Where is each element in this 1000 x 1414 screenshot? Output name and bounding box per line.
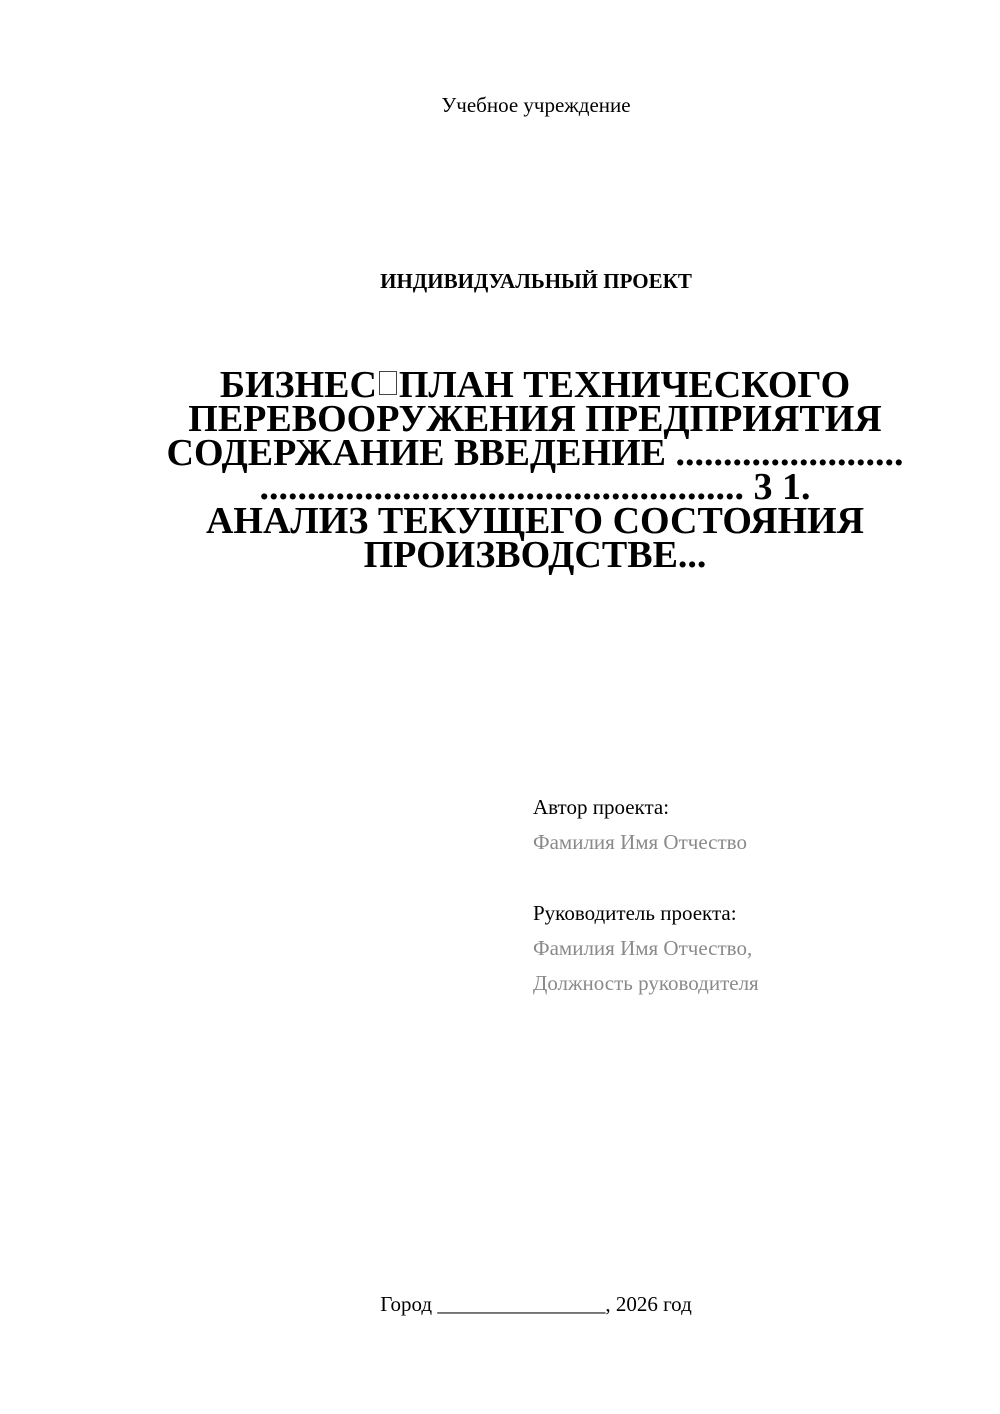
title-line-3: СОДЕРЖАНИЕ ВВЕДЕНИЕ ........................	[166, 432, 904, 474]
footer-city-year	[0, 1291, 1000, 1317]
title-line-1	[150, 364, 920, 406]
title-line-1-part-1: БИЗНЕС	[219, 364, 377, 406]
supervisor-name: Фамилия Имя Отчество,	[533, 936, 753, 960]
title-line-2: ПЕРЕВООРУЖЕНИЯ ПРЕДПРИЯТИЯ	[188, 398, 882, 440]
city-label: Город	[380, 1292, 433, 1316]
title-line-4: ................................................... 3 1.	[259, 466, 811, 508]
year-text: , 2026 год	[605, 1292, 692, 1316]
title-line-6: ПРОИЗВОДСТВЕ...	[363, 534, 707, 576]
institution-name: Учебное учреждение	[441, 93, 631, 117]
supervisor-position: Должность руководителя	[533, 971, 759, 995]
missing-glyph-icon	[379, 371, 397, 395]
project-type: ИНДИВИДУАЛЬНЫЙ ПРОЕКТ	[380, 269, 692, 293]
supervisor-label: Руководитель проекта:	[533, 901, 737, 925]
author-name: Фамилия Имя Отчество	[533, 830, 747, 854]
document-title	[150, 364, 920, 576]
authors-block	[533, 790, 973, 1001]
spacer	[533, 860, 973, 896]
city-blank: ________________	[437, 1292, 606, 1316]
author-label: Автор проекта:	[533, 795, 670, 819]
title-line-5: АНАЛИЗ ТЕКУЩЕГО СОСТОЯНИЯ	[205, 500, 865, 542]
title-line-1-part-2: ПЛАН ТЕХНИЧЕСКОГО	[398, 364, 851, 406]
